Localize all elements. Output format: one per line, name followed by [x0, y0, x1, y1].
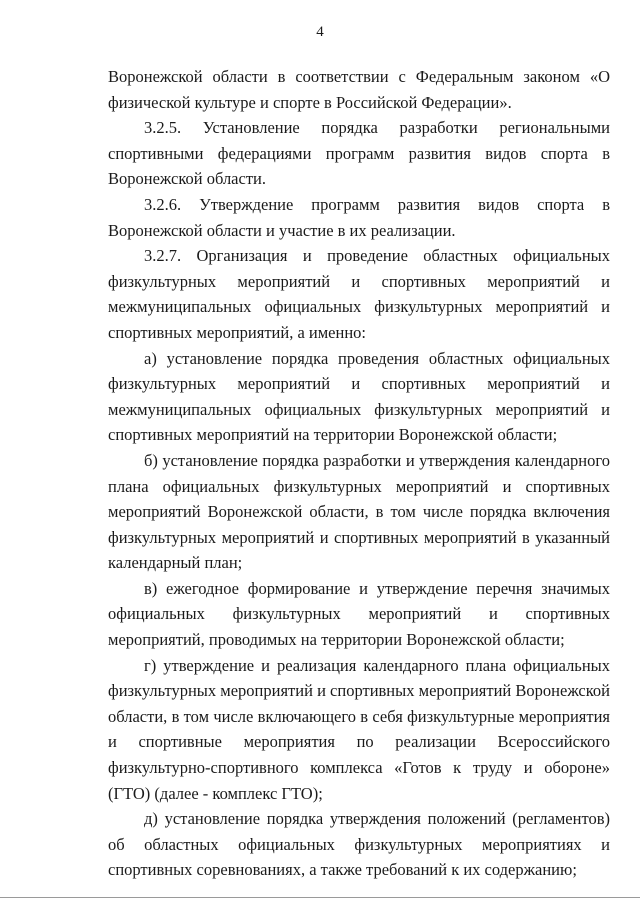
page-number: 4: [316, 24, 324, 40]
list-item-a: а) установление порядка проведения областных официальных физкультурных мероприятий и спортивных мероприятий и межмуниципальных официальных физкультурных мероприятий и спортивных мероприятий на территории Воронежской области;: [108, 348, 610, 445]
list-item-g: г) утверждение и реализация календарного плана официальных физкультурных мероприятий и спортивных мероприятий Воронежской области, в том числе включающего в себя физкультурные мероприятия и спортивные мероприятия по реализации Всероссийского физкультурно-спортивного комплекса «Готов к труду и обороне» (ГТО) (далее - комплекс ГТО);: [108, 655, 610, 803]
list-item-b: б) установление порядка разработки и утверждения календарного плана официальных физкультурных мероприятий и спортивных мероприятий Воронежской области, в том числе порядка включения физкультурных мероприятий и спортивных мероприятий в указанный календарный план;: [108, 450, 610, 573]
list-item-v: в) ежегодное формирование и утверждение перечня значимых официальных физкультурных мероприятий и спортивных мероприятий, проводимых на территории Воронежской области;: [108, 578, 610, 650]
paragraph-3-2-7: 3.2.7. Организация и проведение областных официальных физкультурных мероприятий и спортивных мероприятий и межмуниципальных официальных физкультурных мероприятий и спортивных мероприятий, а именно:: [108, 246, 610, 342]
paragraph-3-2-5: 3.2.5. Установление порядка разработки региональными спортивными федерациями программ развития видов спорта в Воронежской области.: [108, 118, 610, 189]
bottom-divider: [0, 897, 640, 898]
paragraph-3-2-6: 3.2.6. Утверждение программ развития видов спорта в Воронежской области и участие в их реализации.: [108, 194, 610, 240]
document-body: [108, 64, 610, 883]
list-item-d: д) установление порядка утверждения положений (регламентов) об областных официальных физкультурных мероприятиях и спортивных соревнованиях, а также требований к их содержанию;: [108, 809, 610, 880]
paragraph-continuation: Воронежской области в соответствии с Федеральным законом «О физической культуре и спорте в Российской Федерации».: [108, 67, 610, 112]
